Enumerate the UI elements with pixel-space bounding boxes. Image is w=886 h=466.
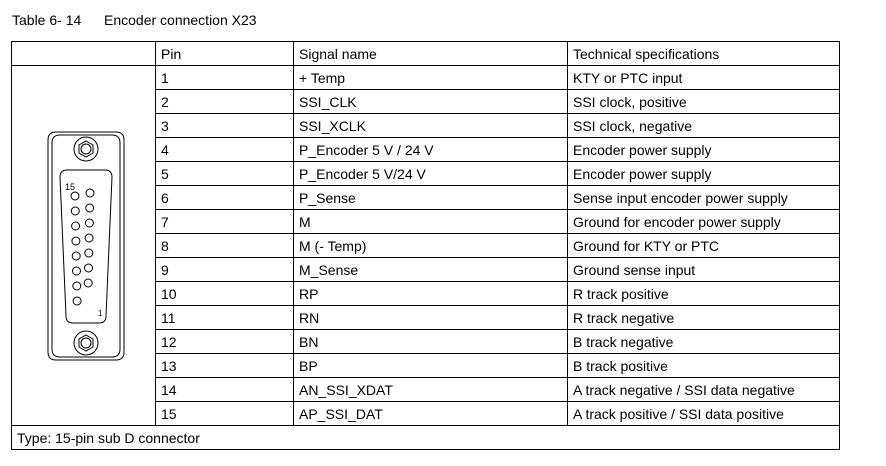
sub-d-connector-icon (46, 130, 126, 362)
signal-name-cell: + Temp (294, 66, 568, 90)
pin-hole-icon (86, 189, 94, 197)
pin-cell: 14 (156, 378, 294, 402)
technical-spec-cell: R track positive (568, 282, 840, 306)
connector-pins (71, 189, 94, 305)
header-technical-specifications: Technical specifications (568, 42, 840, 66)
pin-cell: 13 (156, 354, 294, 378)
technical-spec-cell: A track positive / SSI data positive (568, 402, 840, 426)
technical-spec-cell: Sense input encoder power supply (568, 186, 840, 210)
connector-figure-cell (12, 66, 156, 426)
technical-spec-cell: B track negative (568, 330, 840, 354)
header-signal-name: Signal name (294, 42, 568, 66)
pin-label-15: 15 (65, 181, 76, 192)
pin-hole-icon (85, 264, 93, 272)
pin-hole-icon (71, 207, 79, 215)
signal-name-cell: RP (294, 282, 568, 306)
signal-name-cell: M_Sense (294, 258, 568, 282)
technical-spec-cell: SSI clock, positive (568, 90, 840, 114)
pin-hole-icon (73, 297, 81, 305)
table-title: Encoder connection X23 (104, 12, 257, 28)
pin-cell: 15 (156, 402, 294, 426)
technical-spec-cell: R track negative (568, 306, 840, 330)
signal-name-cell: M (- Temp) (294, 234, 568, 258)
table-row (12, 66, 840, 90)
table-footer-row (12, 426, 840, 450)
technical-spec-cell: Ground sense input (568, 258, 840, 282)
technical-spec-cell: Ground for KTY or PTC (568, 234, 840, 258)
signal-name-cell: BN (294, 330, 568, 354)
signal-name-cell: AN_SSI_XDAT (294, 378, 568, 402)
pin-hole-icon (72, 252, 80, 260)
pin-cell: 4 (156, 138, 294, 162)
header-image-column (12, 42, 156, 66)
signal-name-cell: M (294, 210, 568, 234)
pin-hole-icon (85, 219, 93, 227)
pin-hole-icon (84, 279, 92, 287)
signal-name-cell: SSI_CLK (294, 90, 568, 114)
signal-name-cell: RN (294, 306, 568, 330)
pin-cell: 10 (156, 282, 294, 306)
signal-name-cell: P_Encoder 5 V / 24 V (294, 138, 568, 162)
signal-name-cell: AP_SSI_DAT (294, 402, 568, 426)
pin-hole-icon (86, 204, 94, 212)
header-pin: Pin (156, 42, 294, 66)
pin-hole-icon (73, 267, 81, 275)
technical-spec-cell: KTY or PTC input (568, 66, 840, 90)
signal-name-cell: P_Encoder 5 V/24 V (294, 162, 568, 186)
signal-name-cell: BP (294, 354, 568, 378)
pin-hole-icon (85, 234, 93, 242)
pin-cell: 11 (156, 306, 294, 330)
pin-cell: 1 (156, 66, 294, 90)
pin-cell: 2 (156, 90, 294, 114)
table-number: Table 6- 14 (12, 12, 82, 28)
pin-cell: 8 (156, 234, 294, 258)
connector-type-note: Type: 15-pin sub D connector (12, 426, 840, 450)
technical-spec-cell: Encoder power supply (568, 162, 840, 186)
pin-cell: 9 (156, 258, 294, 282)
pin-cell: 3 (156, 114, 294, 138)
technical-spec-cell: B track positive (568, 354, 840, 378)
pin-cell: 5 (156, 162, 294, 186)
signal-name-cell: SSI_XCLK (294, 114, 568, 138)
pin-hole-icon (72, 222, 80, 230)
technical-spec-cell: Ground for encoder power supply (568, 210, 840, 234)
pin-cell: 6 (156, 186, 294, 210)
technical-spec-cell: A track negative / SSI data negative (568, 378, 840, 402)
encoder-connection-table (11, 41, 840, 450)
pin-cell: 12 (156, 330, 294, 354)
pin-hole-icon (73, 282, 81, 290)
pin-hole-icon (71, 192, 79, 200)
signal-name-cell: P_Sense (294, 186, 568, 210)
pin-hole-icon (85, 249, 93, 257)
technical-spec-cell: Encoder power supply (568, 138, 840, 162)
table-caption (12, 12, 257, 28)
header-row (12, 42, 840, 66)
technical-spec-cell: SSI clock, negative (568, 114, 840, 138)
pin-hole-icon (72, 237, 80, 245)
pin-label-1: 1 (98, 308, 103, 318)
pin-cell: 7 (156, 210, 294, 234)
